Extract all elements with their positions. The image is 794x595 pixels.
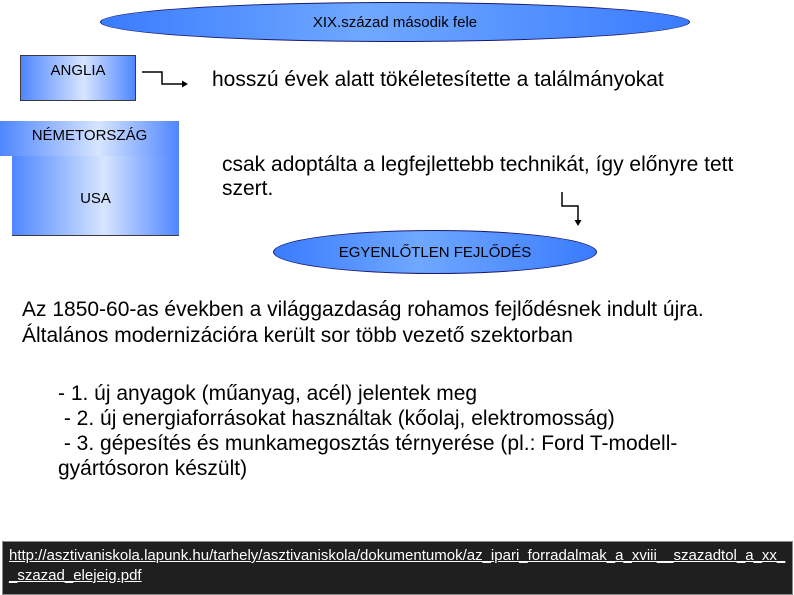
list-item: - 1. új anyagok (műanyag, acél) jelentek meg <box>58 382 478 405</box>
main-paragraph: Az 1850-60-as években a világgazdaság rohamos fejlődésnek indult újra. Általános modernizációra került sor több vezető szektorban <box>22 298 704 347</box>
title-ellipse-label: XIX.század második fele <box>312 13 478 31</box>
box-nemetorszag <box>0 121 179 156</box>
elbow-arrow-down-icon <box>556 190 586 228</box>
box-usa-label: USA <box>80 190 111 207</box>
title-ellipse <box>100 2 690 42</box>
list-item: - 2. új energiaforrásokat használtak (kőolaj, elektromosság) <box>58 407 615 430</box>
box-nemetorszag-label: NÉMETORSZÁG <box>31 127 148 144</box>
anglia-description: hosszú évek alatt tökéletesítette a találmányokat <box>212 68 664 91</box>
unequal-development-ellipse <box>273 230 597 274</box>
box-anglia <box>20 55 136 101</box>
elbow-arrow-right-icon <box>140 68 188 92</box>
adopt-description: csak adoptálta a legfejlettebb technikát, így előnyre tett szert. <box>222 153 734 200</box>
unequal-development-label: EGYENLŐTLEN FEJLŐDÉS <box>338 243 532 261</box>
list-item: - 3. gépesítés és munkamegosztás térnyerése (pl.: Ford T-modell- gyártósoron készült) <box>58 432 684 480</box>
source-link[interactable]: http://asztivaniskola.lapunk.hu/tarhely/asztivaniskola/dokumentumok/az_ipari_forradalmak_a_xviii__szazadtol_a_xx__szazad_elejeig.pdf <box>2 541 793 595</box>
box-usa <box>12 156 179 236</box>
box-anglia-label: ANGLIA <box>50 62 106 79</box>
bullet-list <box>58 381 708 481</box>
